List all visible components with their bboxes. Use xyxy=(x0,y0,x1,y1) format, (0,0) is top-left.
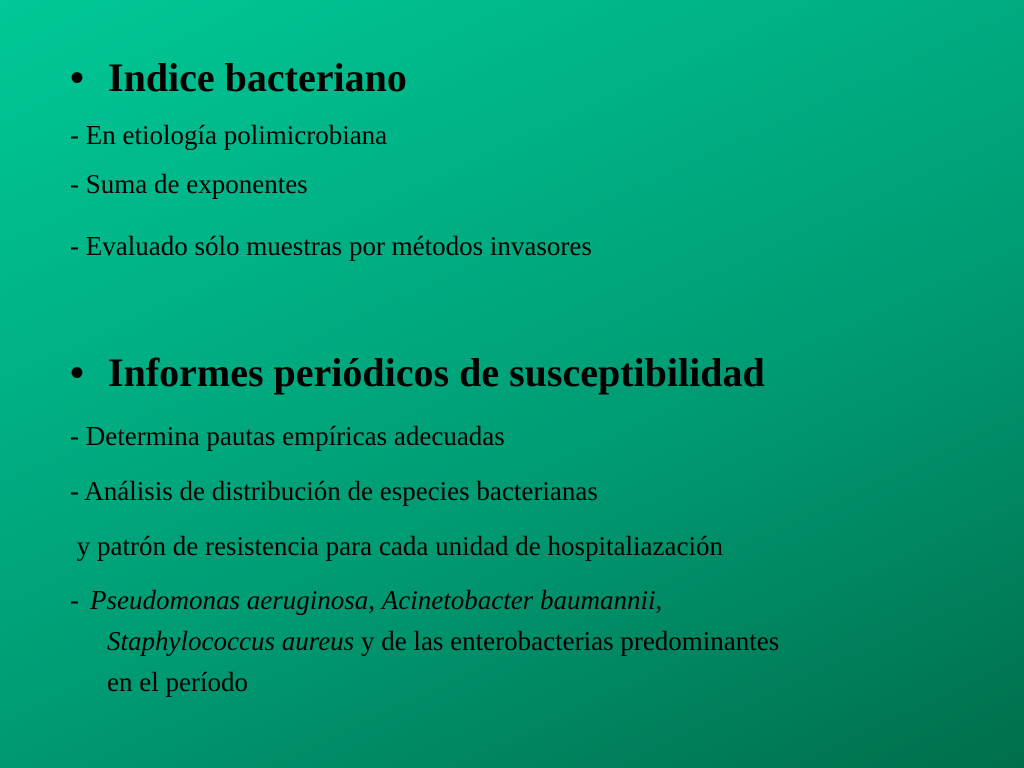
section-title: Indice bacteriano xyxy=(108,55,407,100)
bullet-icon: • xyxy=(70,350,85,395)
list-item: - Determina pautas empíricas adecuadas xyxy=(70,421,505,451)
list-item: - Análisis de distribución de especies bacterianas xyxy=(70,476,598,506)
species-list-item xyxy=(70,580,990,703)
species-list-end: en el período xyxy=(107,667,248,697)
section-heading-informes xyxy=(70,349,765,397)
species-list-text: y de las enterobacterias predominantes xyxy=(354,626,780,656)
list-item: - Suma de exponentes xyxy=(70,169,308,199)
section-heading-indice-bacteriano xyxy=(70,54,407,102)
species-list-continuation xyxy=(70,621,990,662)
species-name: Acinetobacter baumannii xyxy=(381,585,656,615)
dash: - xyxy=(70,585,79,615)
list-item: y patrón de resistencia para cada unidad de hospitaliazación xyxy=(70,531,723,561)
section-title: Informes periódicos de susceptibilidad xyxy=(108,350,765,395)
list-item: - En etiología polimicrobiana xyxy=(70,120,388,150)
separator: , xyxy=(368,585,382,615)
bullet-icon: • xyxy=(70,55,85,100)
species-name: Pseudomonas aeruginosa xyxy=(90,585,369,615)
species-name: Staphylococcus aureus xyxy=(107,626,355,656)
list-item: - Evaluado sólo muestras por métodos invasores xyxy=(70,231,592,261)
separator: , xyxy=(655,585,663,615)
